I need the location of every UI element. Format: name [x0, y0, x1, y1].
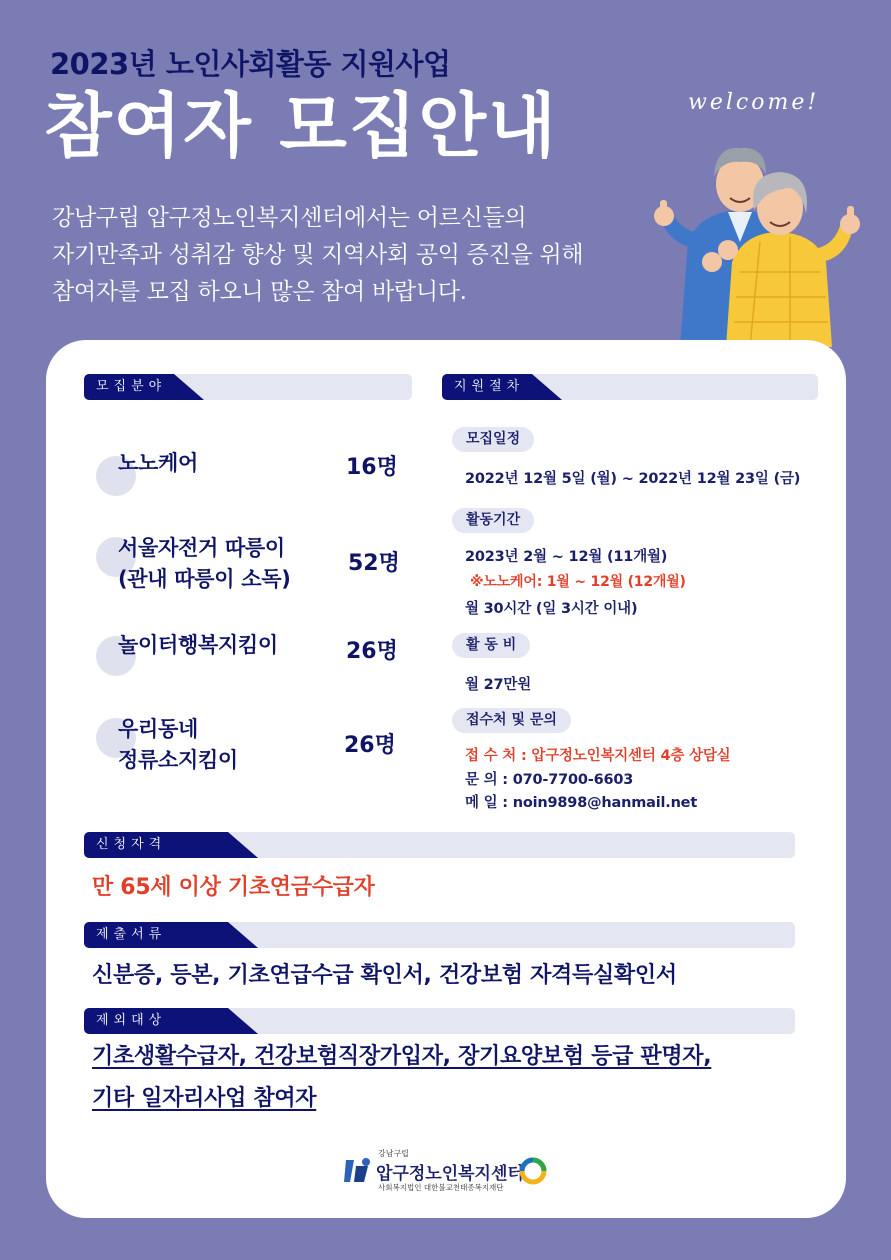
intro-text [52, 200, 583, 311]
eligibility-section-header [84, 832, 795, 858]
recruit-item [96, 630, 278, 661]
logo-sub-text: 사회복지법인 대한불교천태종복지재단 [378, 1183, 504, 1192]
period-text: 2023년 2월 ~ 12월 (11개월) [465, 549, 668, 565]
recruit-name: 우리동네 [118, 717, 198, 741]
logo-main-text: 압구정노인복지센터 [376, 1164, 524, 1184]
center-logo-icon [342, 1156, 374, 1186]
recruit-count: 26명 [344, 733, 396, 758]
intro-line: 참여자를 모집 하오니 많은 참여 바랍니다. [52, 279, 467, 305]
period-hours: 월 30시간 (일 3시간 이내) [465, 601, 638, 617]
schedule-text: 2022년 12월 5일 (월) ~ 2022년 12월 23일 (금) [465, 471, 801, 487]
recruit-name: 서울자전거 따릉이 [118, 536, 285, 560]
subtitle: 2023년 노인사회활동 지원사업 [50, 47, 451, 81]
recruit-count: 16명 [346, 455, 398, 480]
recruit-count: 52명 [348, 551, 400, 576]
exclusion-section-header [84, 1008, 795, 1034]
period-note: ※노노케어: 1월 ~ 12월 (12개월) [470, 574, 686, 590]
recruit-name-sub: 정류소지킴이 [118, 748, 238, 772]
exclusion-line: 기초생활수급자, 건강보험직장가입자, 장기요양보험 등급 판명자, [92, 1044, 712, 1069]
eligibility-text: 만 65세 이상 기초연금수급자 [92, 875, 375, 900]
contact-place: 접 수 처 : 압구정노인복지센터 4층 상담실 [465, 748, 731, 764]
fee-pill: 활 동 비 [452, 633, 530, 658]
eligibility-section-tag: 신청자격 [84, 832, 228, 858]
recruit-item [96, 448, 198, 479]
recruit-section-header [84, 374, 412, 400]
exclusion-line: 기타 일자리사업 참여자 [92, 1086, 317, 1111]
recruit-count: 26명 [346, 639, 398, 664]
exclusion-text [92, 1036, 711, 1120]
recruit-name-sub: (관내 따릉이 소독) [118, 567, 291, 591]
center-logo [342, 1148, 552, 1194]
fee-text: 월 27만원 [465, 677, 532, 693]
exclusion-section-tag: 제외대상 [84, 1008, 228, 1034]
procedure-section-tag: 지원절차 [442, 374, 532, 400]
documents-section-header [84, 922, 795, 948]
intro-line: 자기만족과 성취감 향상 및 지역사회 공익 증진을 위해 [52, 242, 584, 268]
recruit-name: 놀이터행복지킴이 [118, 633, 278, 657]
recruit-item [96, 714, 238, 776]
contact-phone: 문 의 : 070-7700-6603 [465, 772, 634, 788]
recruit-item [96, 533, 291, 595]
documents-section-tag: 제출서류 [84, 922, 228, 948]
period-pill: 활동기간 [452, 508, 534, 533]
procedure-section-header [442, 374, 818, 400]
logo-small-text: 강남구립 [378, 1149, 409, 1158]
main-title: 참여자 모집안내 [44, 85, 558, 167]
elderly-couple-illustration [640, 132, 880, 347]
recruit-section-tag: 모집분야 [84, 374, 174, 400]
intro-line: 강남구립 압구정노인복지센터에서는 어르신들의 [52, 205, 527, 231]
info-card [46, 340, 846, 1218]
welcome-text: welcome! [688, 90, 820, 115]
schedule-pill: 모집일정 [452, 427, 534, 452]
contact-email: 메 일 : noin9898@hanmail.net [465, 795, 698, 811]
recruit-name: 노노케어 [118, 451, 198, 475]
foundation-ring-icon [518, 1156, 548, 1186]
documents-text: 신분증, 등본, 기초연급수급 확인서, 건강보험 자격득실확인서 [92, 963, 677, 988]
contact-pill: 접수처 및 문의 [452, 708, 571, 733]
